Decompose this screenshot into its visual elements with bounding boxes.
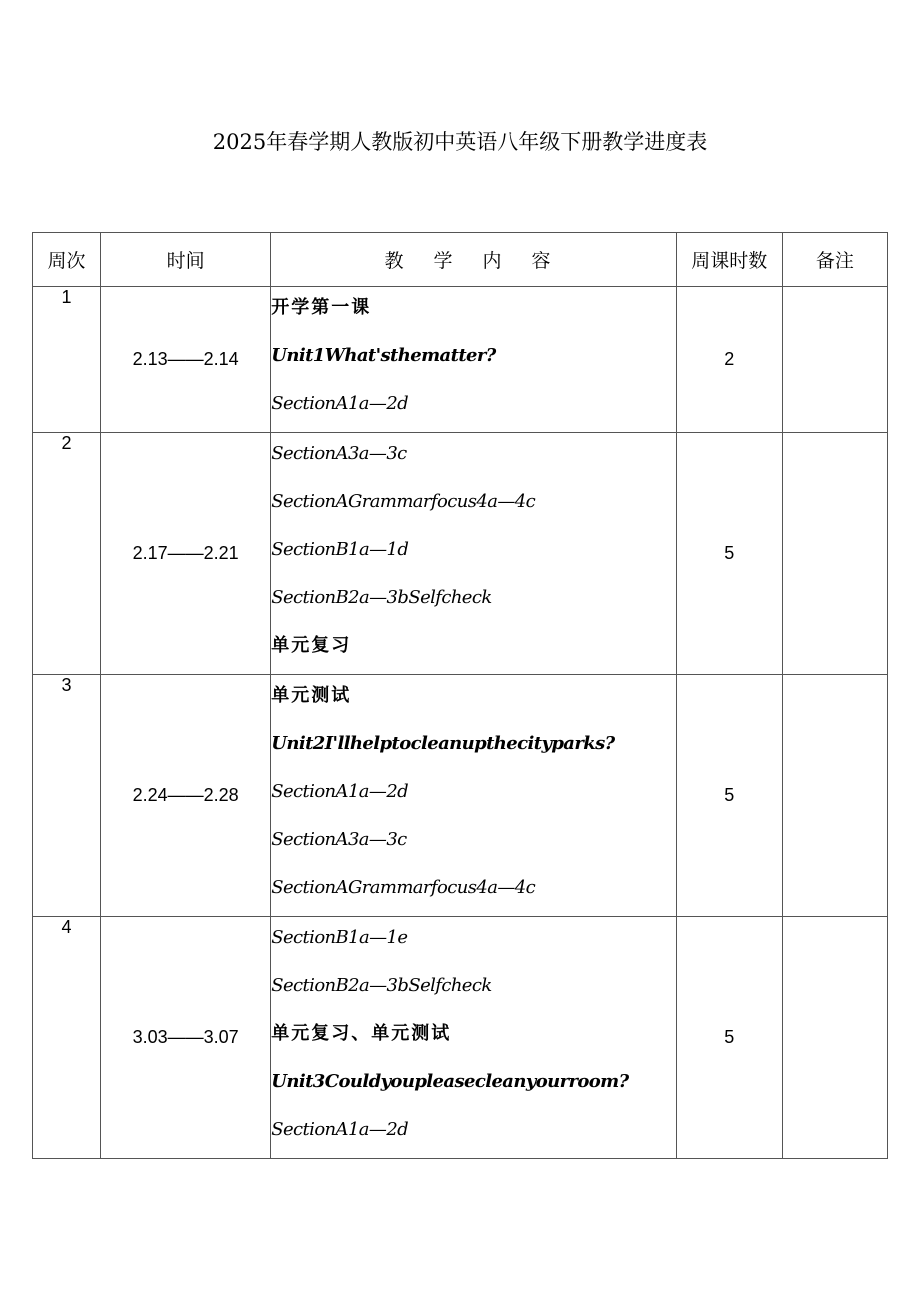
content-line: 单元复习 (271, 635, 352, 657)
hours-cell: 5 (676, 432, 782, 674)
note-cell (782, 916, 887, 1158)
table-header-row (33, 233, 888, 287)
time-cell: 2.24——2.28 (101, 674, 271, 916)
week-cell: 1 (33, 287, 101, 433)
content-line: SectionA1a—2d (271, 1119, 409, 1141)
week-cell: 3 (33, 674, 101, 916)
content-line: SectionAGrammarfocus4a—4c (271, 877, 536, 899)
note-cell (782, 674, 887, 916)
header-hours: 周课时数 (676, 233, 782, 287)
content-line: SectionB1a—1e (271, 926, 408, 948)
hours-cell: 2 (676, 287, 782, 433)
week-cell: 4 (33, 916, 101, 1158)
content-cell (271, 916, 676, 1158)
content-line: SectionB2a—3bSelfcheck (271, 974, 492, 996)
table-row (33, 916, 888, 1158)
content-line: SectionA1a—2d (271, 780, 409, 802)
header-content: 教 学 内 容 (271, 233, 676, 287)
time-cell: 2.13——2.14 (101, 287, 271, 433)
week-cell: 2 (33, 432, 101, 674)
content-cell (271, 287, 676, 433)
content-line: SectionA1a—2d (271, 393, 409, 415)
table-row (33, 674, 888, 916)
teaching-schedule-table (32, 232, 888, 1159)
note-cell (782, 287, 887, 433)
page-title: 2025年春学期人教版初中英语八年级下册教学进度表 (212, 130, 708, 154)
hours-cell: 5 (676, 916, 782, 1158)
note-cell (782, 432, 887, 674)
table-row (33, 287, 888, 433)
header-note: 备注 (782, 233, 887, 287)
content-cell (271, 432, 676, 674)
content-line: 单元复习、单元测试 (271, 1022, 452, 1044)
content-line: Unit3Couldyoupleasecleanyourroom? (271, 1071, 629, 1093)
content-line: SectionB2a—3bSelfcheck (271, 587, 492, 609)
content-line: 开学第一课 (271, 297, 372, 318)
content-line: 单元测试 (271, 684, 352, 706)
time-cell: 2.17——2.21 (101, 432, 271, 674)
content-cell (271, 674, 676, 916)
content-line: Unit1What'sthematter? (271, 345, 496, 367)
header-time: 时间 (101, 233, 271, 287)
hours-cell: 5 (676, 674, 782, 916)
content-line: SectionA3a—3c (271, 442, 407, 464)
header-week: 周次 (33, 233, 101, 287)
time-cell: 3.03——3.07 (101, 916, 271, 1158)
content-line: SectionB1a—1d (271, 538, 409, 560)
content-line: Unit2I'llhelptocleanupthecityparks? (271, 732, 615, 754)
content-line: SectionA3a—3c (271, 829, 407, 851)
table-row (33, 432, 888, 674)
content-line: SectionAGrammarfocus4a—4c (271, 490, 536, 512)
